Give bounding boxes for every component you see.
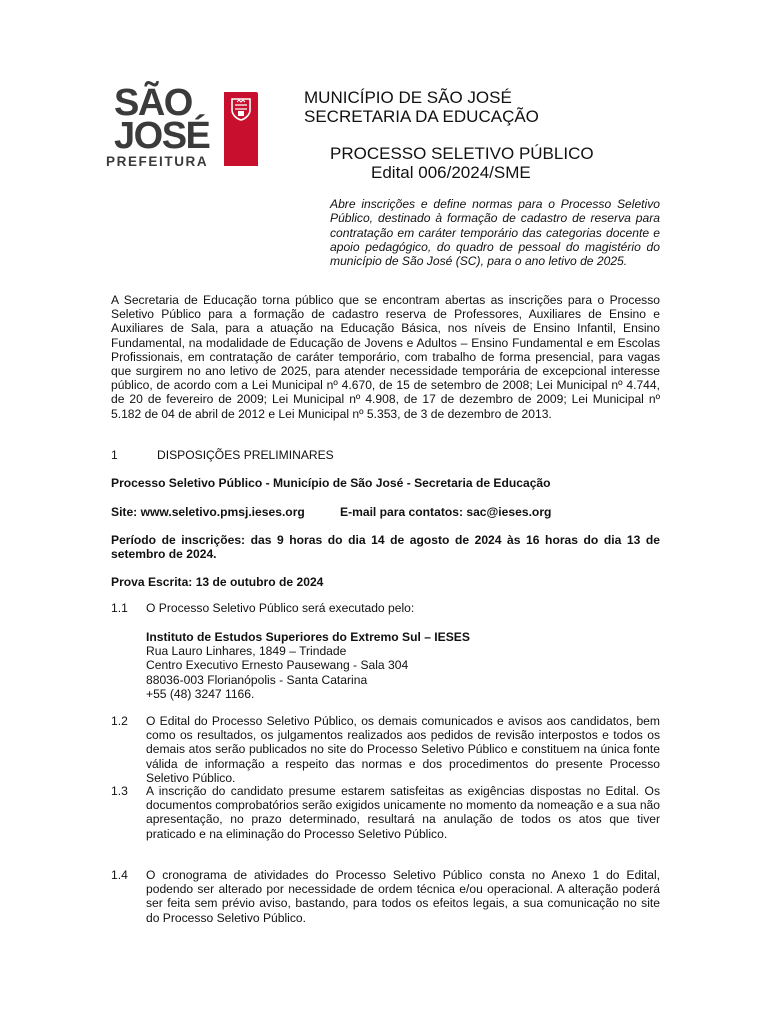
item-number: 1.3 — [111, 784, 128, 798]
logo-red-panel — [224, 92, 258, 166]
section-heading: Processo Seletivo Público - Município de São José - Secretaria de Educação — [111, 476, 551, 490]
logo-text-sao: SÃO — [114, 82, 192, 124]
header-municipio: MUNICÍPIO DE SÃO JOSÉ — [304, 88, 512, 107]
header-processo: PROCESSO SELETIVO PÚBLICO — [330, 144, 594, 163]
prefeitura-logo — [106, 82, 258, 172]
executor-building: Centro Executivo Ernesto Pausewang - Sala 304 — [146, 658, 409, 673]
email-info: E-mail para contatos: sac@ieses.org — [340, 505, 552, 519]
written-exam-date: Prova Escrita: 13 de outubro de 2024 — [111, 575, 324, 589]
logo-text-prefeitura: PREFEITURA — [106, 154, 209, 169]
site-info: Site: www.seletivo.pmsj.ieses.org — [111, 505, 305, 519]
logo-text-jose: JOSÉ — [114, 115, 210, 157]
item-text: O Edital do Processo Seletivo Público, os demais comunicados e avisos aos candidatos, bem como os resultados, os julgamentos realizados aos pedidos de revisão interpostos e todos os demais atos serão publicados no site do Processo Seletivo Público e constituem na única fonte válida de informação a respeito das normas e dos procedimentos do presente Processo Seletivo Público. — [146, 714, 660, 785]
item-number: 1.2 — [111, 714, 128, 728]
intro-paragraph: A Secretaria de Educação torna público que se encontram abertas as inscrições para o Processo Seletivo Público para a formação de cadastro reserva de Professores, Auxiliares de Ensino e Auxiliares de Sala, para a atuação na Educação Básica, nos níveis de Ensino Infantil, Ensino Fundamental, na modalidade de Educação de Jovens e Adultos – Ensino Fundamental e em Escolas Profissionais, em contratação de caráter temporário, com trabalho de forma presencial, para vagas que surgirem no ano letivo de 2025, para atender necessidade temporária de excepcional interesse público, de acordo com a Lei Municipal nº 4.670, de 15 de setembro de 2008; Lei Municipal nº 4.744, de 20 de fevereiro de 2009; Lei Municipal nº 4.908, de 17 de dezembro de 2009; Lei Municipal nº 5.182 de 04 de abril de 2012 e Lei Municipal nº 5.353, de 3 de dezembro de 2013. — [111, 293, 660, 421]
header-secretaria: SECRETARIA DA EDUCAÇÃO — [304, 107, 539, 126]
item-text: O cronograma de atividades do Processo Seletivo Público consta no Anexo 1 do Edital, podendo ser alterado por necessidade de ordem técnica e/ou operacional. A alteração poderá ser feita sem prévio aviso, bastando, para todos os efeitos legais, a sua comunicação no site do Processo Seletivo Público. — [146, 868, 660, 925]
section-number: 1 — [111, 448, 118, 462]
item-text: O Processo Seletivo Público será executado pelo: — [146, 601, 415, 615]
edital-abstract: Abre inscrições e define normas para o Processo Seletivo Público, destinado à formação de cadastro de reserva para contratação em caráter temporário das categorias docente e apoio pedagógico, do quadro de pessoal do magistério do município de São José (SC), para o ano letivo de 2025. — [330, 197, 660, 269]
section-title: DISPOSIÇÕES PRELIMINARES — [157, 448, 334, 462]
item-number: 1.1 — [111, 601, 128, 615]
inscription-period: Período de inscrições: das 9 horas do dia 14 de agosto de 2024 às 16 horas do dia 13 de setembro de 2024. — [111, 533, 660, 562]
city-crest-icon — [228, 96, 254, 122]
item-text: A inscrição do candidato presume estarem satisfeitas as exigências dispostas no Edital. Os documentos comprobatórios serão exigidos unicamente no momento da nomeação e a sua não apresentação, no prazo determinado, resultará na anulação de todos os atos que tiver praticado e na eliminação do Processo Seletivo Público. — [146, 784, 660, 841]
executor-phone: +55 (48) 3247 1166. — [146, 686, 255, 701]
executor-name: Instituto de Estudos Superiores do Extremo Sul – IESES — [146, 630, 470, 644]
executor-cep: 88036-003 Florianópolis - Santa Catarina — [146, 672, 368, 687]
executor-address — [146, 630, 470, 701]
item-number: 1.4 — [111, 868, 128, 882]
header-edital: Edital 006/2024/SME — [371, 163, 531, 182]
executor-street: Rua Lauro Linhares, 1849 – Trindade — [146, 644, 347, 659]
